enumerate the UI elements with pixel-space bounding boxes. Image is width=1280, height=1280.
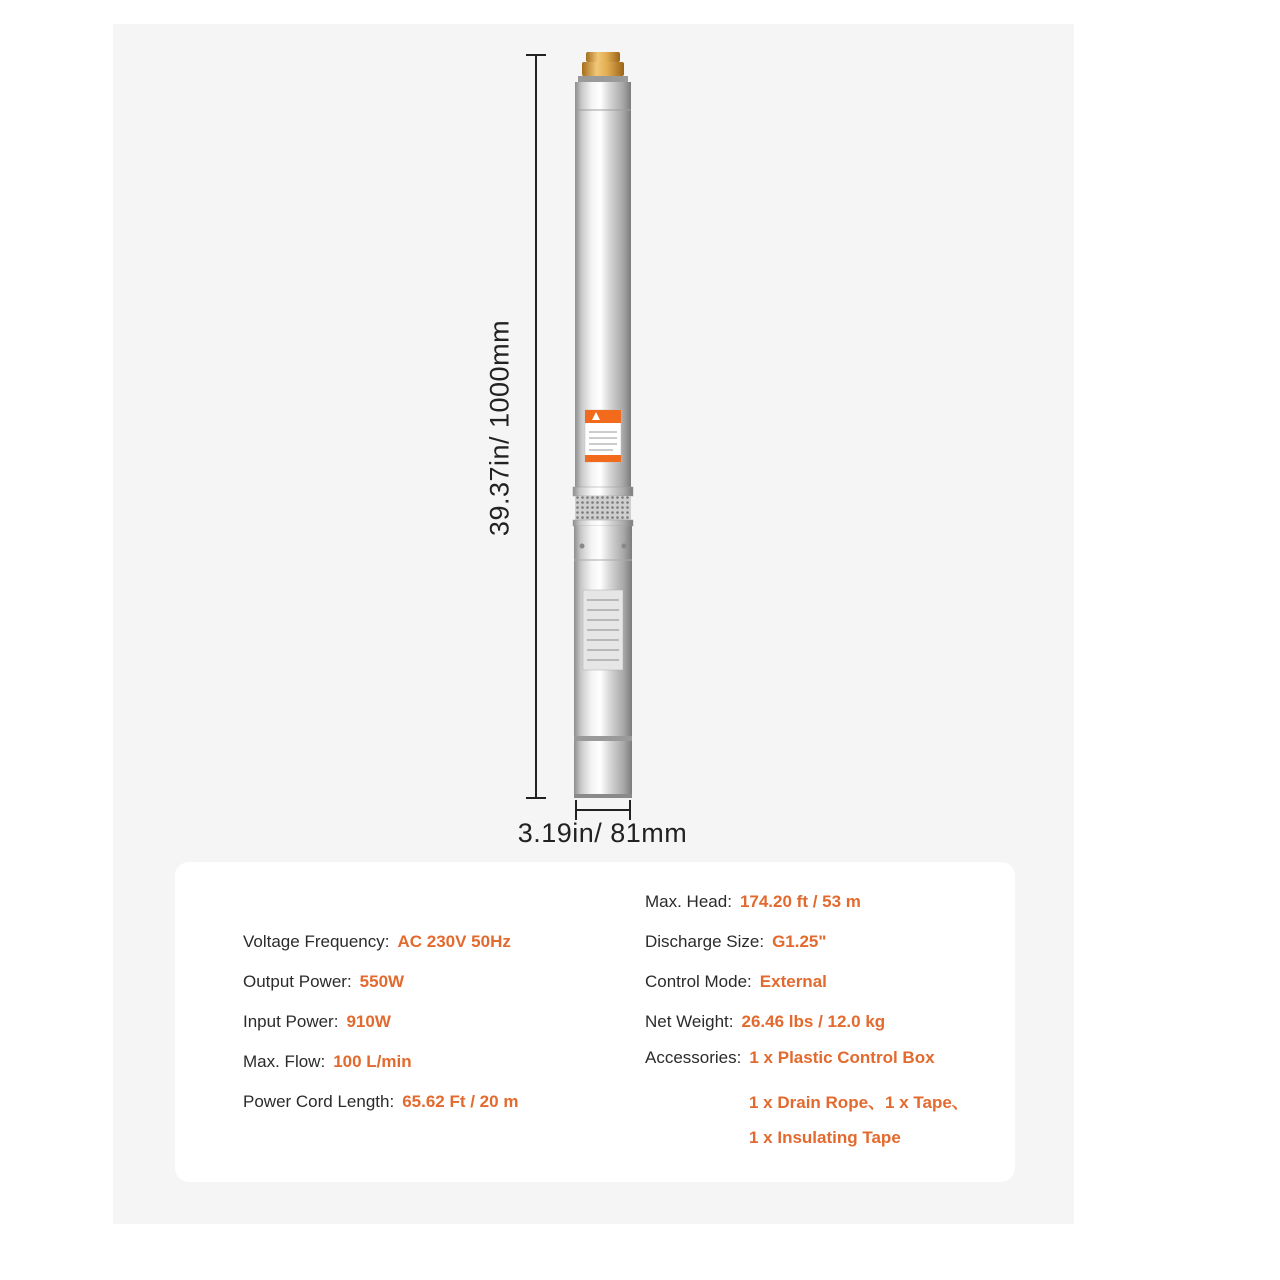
spec-input-power	[243, 1012, 391, 1032]
spec-label: Control Mode:	[645, 972, 752, 991]
spec-discharge-size	[645, 932, 826, 952]
diameter-dimension-label: 3.19in/ 81mm	[517, 818, 688, 848]
spec-label: Output Power:	[243, 972, 352, 991]
spec-output-power	[243, 972, 404, 992]
inlet-mesh	[575, 496, 631, 520]
height-dimension-label: 39.37in/ 1000mm	[484, 319, 515, 537]
spec-label: Max. Flow:	[243, 1052, 326, 1071]
spec-net-weight	[645, 1012, 885, 1032]
spec-value: AC 230V 50Hz	[397, 932, 511, 951]
spec-control-mode	[645, 972, 827, 992]
accessory-line-3: 1 x Insulating Tape	[749, 1128, 901, 1147]
spec-label: Discharge Size:	[645, 932, 765, 951]
accessory-line-2: 1 x Drain Rope、1 x Tape、	[749, 1093, 969, 1112]
warning-label	[585, 410, 621, 462]
brass-outlet-fitting	[578, 52, 628, 82]
spec-value: 550W	[359, 972, 405, 991]
pump-base-ring	[574, 736, 632, 741]
spec-voltage-frequency	[243, 932, 511, 952]
spec-power-cord-length	[243, 1092, 518, 1112]
spec-value: G1.25"	[772, 932, 827, 951]
spec-value: 65.62 Ft / 20 m	[402, 1092, 519, 1111]
motor-spec-plate	[583, 590, 623, 670]
spec-value: 100 L/min	[333, 1052, 412, 1071]
spec-max-head	[645, 892, 861, 912]
height-dimension-text-wrap	[484, 319, 515, 537]
spec-value: 174.20 ft / 53 m	[739, 892, 861, 911]
spec-accessories	[645, 1048, 935, 1068]
accessories-label: Accessories:	[645, 1048, 742, 1067]
spec-value: 910W	[346, 1012, 391, 1031]
spec-label: Voltage Frequency:	[243, 932, 390, 951]
height-dimension-line	[526, 55, 546, 798]
spec-label: Input Power:	[243, 1012, 339, 1031]
accessory-line-1: 1 x Plastic Control Box	[749, 1048, 935, 1067]
spec-label: Net Weight:	[645, 1012, 734, 1031]
spec-value: 26.46 lbs / 12.0 kg	[741, 1012, 886, 1031]
spec-max-flow	[243, 1052, 412, 1072]
diameter-dimension-line	[576, 800, 630, 820]
spec-label: Power Cord Length:	[243, 1092, 395, 1111]
spec-label: Max. Head:	[645, 892, 732, 911]
pump-collar	[573, 487, 633, 496]
spec-value: External	[759, 972, 827, 991]
